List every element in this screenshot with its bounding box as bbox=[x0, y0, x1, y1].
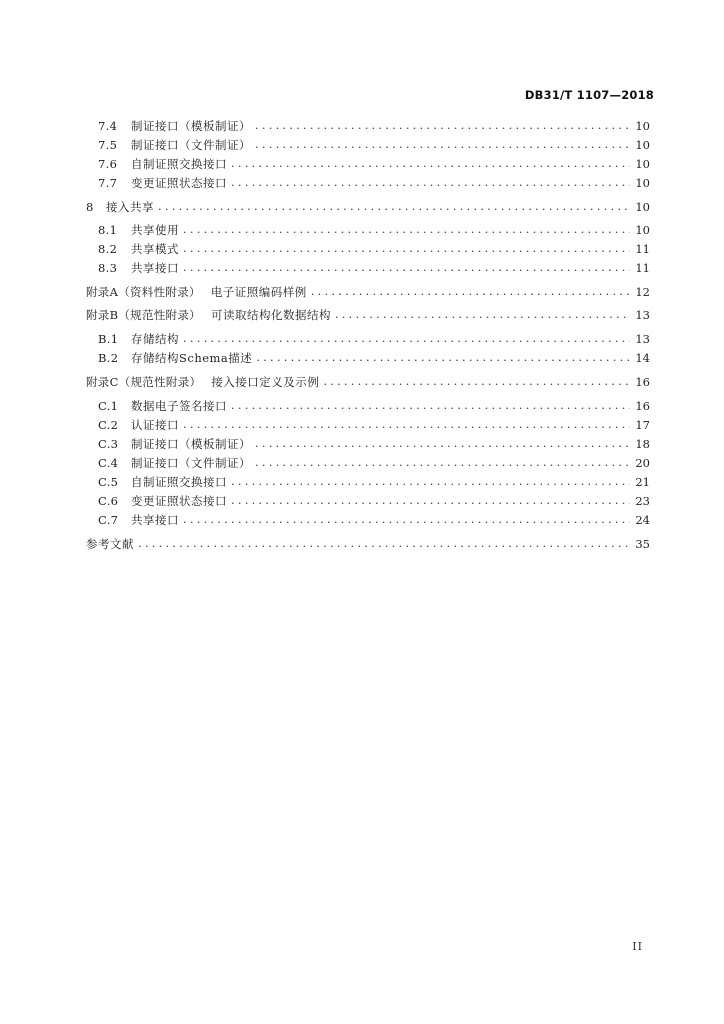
toc-entry-title: 共享接口 bbox=[131, 261, 179, 275]
toc-entry-number: 附录C（规范性附录） bbox=[86, 375, 202, 389]
toc-entry-title: 变更证照状态接口 bbox=[131, 494, 227, 508]
toc-entry[interactable] bbox=[86, 375, 650, 389]
toc-entry[interactable] bbox=[86, 200, 650, 214]
toc-leader-dots bbox=[311, 284, 630, 298]
toc-entry-page: 18 bbox=[635, 437, 650, 451]
toc-entry-page: 16 bbox=[635, 375, 650, 389]
toc-entry-page: 23 bbox=[635, 494, 650, 508]
toc-entry-title: 变更证照状态接口 bbox=[131, 176, 227, 190]
toc-leader-dots bbox=[231, 156, 630, 170]
toc-entry-title: 电子证照编码样例 bbox=[210, 285, 307, 299]
toc-entry-number: 8.3 bbox=[98, 261, 118, 275]
toc-entry-number: 7.7 bbox=[98, 176, 118, 190]
toc-entry-number: 8 bbox=[86, 200, 94, 214]
toc-leader-dots bbox=[255, 455, 630, 469]
toc-entry-page: 13 bbox=[635, 308, 650, 322]
toc-entry-number: C.5 bbox=[98, 475, 119, 489]
toc-entry-title: 存储结构 bbox=[131, 332, 179, 346]
toc-entry[interactable] bbox=[86, 261, 650, 275]
toc-entry-page: 12 bbox=[635, 285, 650, 299]
toc-leader-dots bbox=[158, 199, 630, 213]
toc-leader-dots bbox=[138, 536, 630, 550]
toc-entry-page: 10 bbox=[635, 176, 650, 190]
toc-entry[interactable] bbox=[86, 351, 650, 365]
toc-entry-number: C.1 bbox=[98, 399, 119, 413]
toc-entry-page: 24 bbox=[635, 513, 650, 527]
toc-entry[interactable] bbox=[86, 513, 650, 527]
toc-leader-dots bbox=[231, 493, 630, 507]
toc-entry-number: B.2 bbox=[98, 351, 119, 365]
toc-entry-page: 10 bbox=[635, 157, 650, 171]
toc-entry-title: 参考文献 bbox=[86, 537, 134, 551]
toc-entry-title: 接入共享 bbox=[106, 200, 154, 214]
toc-leader-dots bbox=[323, 374, 630, 388]
toc-entry-number: 附录B（规范性附录） bbox=[86, 308, 201, 322]
toc-entry[interactable] bbox=[86, 475, 650, 489]
toc-entry[interactable] bbox=[86, 157, 650, 171]
toc-entry-page: 14 bbox=[635, 351, 650, 365]
toc-entry-page: 11 bbox=[635, 261, 650, 275]
toc-entry-title: 认证接口 bbox=[131, 418, 179, 432]
toc-entry-title: 共享使用 bbox=[131, 223, 179, 237]
toc-entry[interactable] bbox=[86, 242, 650, 256]
toc-leader-dots bbox=[256, 350, 630, 364]
toc-entry-title: 接入接口定义及示例 bbox=[211, 375, 320, 389]
toc-entry-title: 数据电子签名接口 bbox=[131, 399, 227, 413]
toc-entry-references[interactable] bbox=[86, 537, 650, 551]
toc-entry[interactable] bbox=[86, 399, 650, 413]
toc-entry-number: 7.6 bbox=[98, 157, 118, 171]
toc-entry[interactable] bbox=[86, 119, 650, 133]
page-number: II bbox=[632, 940, 643, 953]
toc-entry[interactable] bbox=[86, 494, 650, 508]
toc-leader-dots bbox=[255, 137, 630, 151]
toc-entry[interactable] bbox=[86, 308, 650, 322]
toc-entry-page: 17 bbox=[635, 418, 650, 432]
toc-entry-number: 7.4 bbox=[98, 119, 118, 133]
toc-entry-page: 35 bbox=[635, 537, 650, 551]
toc-entry-number: 附录A（资料性附录） bbox=[86, 285, 201, 299]
toc-entry-number: C.4 bbox=[98, 456, 119, 470]
toc-entry-title: 制证接口（文件制证） bbox=[131, 138, 251, 152]
toc-entry-page: 10 bbox=[635, 119, 650, 133]
toc-leader-dots bbox=[183, 241, 630, 255]
toc-entry-title: 自制证照交换接口 bbox=[131, 157, 227, 171]
toc-entry-page: 10 bbox=[635, 138, 650, 152]
toc-leader-dots bbox=[231, 175, 630, 189]
toc-entry-page: 20 bbox=[635, 456, 650, 470]
toc-leader-dots bbox=[183, 260, 630, 274]
toc-entry-title: 制证接口（文件制证） bbox=[131, 456, 251, 470]
toc-entry-number: 8.2 bbox=[98, 242, 118, 256]
toc-entry[interactable] bbox=[86, 176, 650, 190]
toc-entry-number: C.2 bbox=[98, 418, 119, 432]
toc-entry-title: 存储结构Schema描述 bbox=[131, 351, 253, 365]
toc-entry-title: 制证接口（模板制证） bbox=[131, 119, 251, 133]
document-code: DB31/T 1107—2018 bbox=[524, 88, 654, 102]
toc-entry-number: B.1 bbox=[98, 332, 119, 346]
toc-leader-dots bbox=[183, 512, 630, 526]
toc-entry-number: C.3 bbox=[98, 437, 119, 451]
toc-entry-page: 21 bbox=[635, 475, 650, 489]
toc-entry-page: 10 bbox=[635, 223, 650, 237]
toc-entry-title: 共享模式 bbox=[131, 242, 179, 256]
toc-entry-page: 13 bbox=[635, 332, 650, 346]
toc-entry[interactable] bbox=[86, 332, 650, 346]
toc-leader-dots bbox=[231, 474, 630, 488]
toc-entry[interactable] bbox=[86, 437, 650, 451]
toc-entry-page: 10 bbox=[635, 200, 650, 214]
toc-entry-page: 11 bbox=[635, 242, 650, 256]
toc-leader-dots bbox=[335, 307, 630, 321]
toc-entry-title: 共享接口 bbox=[131, 513, 179, 527]
toc-entry[interactable] bbox=[86, 285, 650, 299]
toc-entry[interactable] bbox=[86, 138, 650, 152]
toc-entry-number: 8.1 bbox=[98, 223, 118, 237]
toc-leader-dots bbox=[255, 436, 630, 450]
toc-entry[interactable] bbox=[86, 223, 650, 237]
toc-entry[interactable] bbox=[86, 456, 650, 470]
toc-leader-dots bbox=[255, 118, 630, 132]
toc-entry-title: 自制证照交换接口 bbox=[131, 475, 227, 489]
toc-entry-number: C.6 bbox=[98, 494, 119, 508]
toc-leader-dots bbox=[231, 398, 630, 412]
toc-entry-page: 16 bbox=[635, 399, 650, 413]
toc-entry-number: 7.5 bbox=[98, 138, 118, 152]
toc-entry-title: 制证接口（模板制证） bbox=[131, 437, 251, 451]
toc-entry[interactable] bbox=[86, 418, 650, 432]
toc-leader-dots bbox=[183, 331, 630, 345]
toc-leader-dots bbox=[183, 222, 630, 236]
toc-leader-dots bbox=[183, 417, 630, 431]
toc-entry-number: C.7 bbox=[98, 513, 119, 527]
toc-entry-title: 可读取结构化数据结构 bbox=[210, 308, 331, 322]
